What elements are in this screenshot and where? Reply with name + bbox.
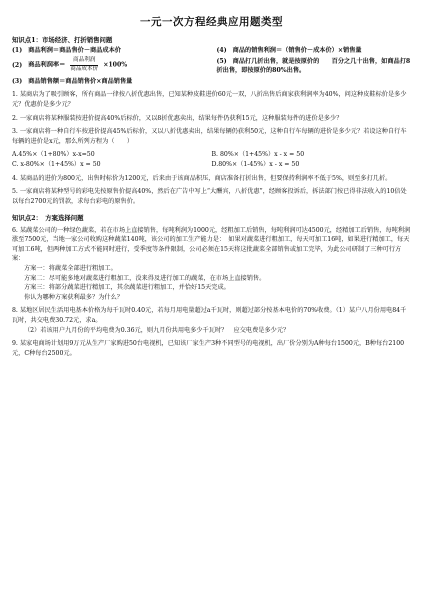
- fraction-numerator: 商品利润: [73, 57, 96, 64]
- option-a: A.45%×（1+80%）x-x=50: [12, 151, 95, 159]
- option-c: C. x-80%×（1+45%）x = 50: [12, 161, 101, 169]
- kp-4: [217, 47, 412, 55]
- kp-1: [12, 47, 207, 55]
- knowledge-points: [12, 47, 411, 86]
- kp-number: (5): [216, 58, 227, 66]
- problem-number: 1.: [12, 91, 18, 99]
- section-2-title: 知识点2： 方案选择问题: [12, 213, 84, 222]
- problem-number: 8.: [12, 307, 18, 315]
- kp-number: (4): [216, 47, 227, 54]
- kp-text: 商品的销售利润＝（销售价－成本价）×销售量: [232, 47, 362, 54]
- problem-number: 5.: [12, 188, 18, 196]
- kp-number: (3): [12, 78, 23, 86]
- kp-number: (2): [12, 61, 23, 69]
- plan-2: 方案二：尽可能多地对蔬菜进行粗加工，没来得及进行加工的蔬菜，在市场上直接销售。: [24, 274, 266, 282]
- plan-question: 你认为哪种方案获利最多？为什么？: [24, 293, 123, 301]
- kp-text: 商品利润＝商品售价－商品成本价: [28, 47, 121, 54]
- problem-9: [12, 339, 411, 358]
- problem-number: 3.: [12, 128, 18, 136]
- problem-text: 某蔬菜公司的一种绿色蔬菜，若在市场上直接销售，每吨利润为1000元，经粗加工后销售，每吨利润可达4500元，经精加工后销售，每吨利润涨至7500元，当地一家公司收购这种蔬菜140吨，该公司的加工生产能力是： 如果对蔬菜进行粗加工，每天可加工16吨，如果进行精加工，每天可加工6吨，但两种加工方式不能同时进行，受季度等条件限制，公司必须在15天将这批蔬菜全部销售或加工完毕，为此公司研制了三种可行方案：: [12, 226, 411, 263]
- problem-text: 某家电商场计划用9万元从生产厂家购进50台电视机，已知该厂家生产3种不同型号的电视机，出厂价分别为A种每台1500元，B种每台2100元，C种每台2500元。: [12, 340, 405, 357]
- plan-3: 方案三：将部分蔬菜进行精加工，其余蔬菜进行粗加工，并恰好15天完成。: [24, 284, 230, 292]
- problem-number: 9.: [12, 340, 18, 348]
- problem-2: [12, 114, 411, 124]
- kp-text: 商品销售额＝商品销售价×商品销售量: [28, 78, 133, 86]
- problem-3: [12, 127, 411, 146]
- problem-1: [12, 90, 411, 109]
- problem-text: 某地区居民生活用电基本价格为每千瓦时0.40元，若每月用电量超过a千瓦时，则超过部分按基本电价的70%收费。（1）某户八月份用电84千瓦时，共交电费30.72元，求a。: [12, 307, 407, 325]
- plan-1: 方案一：将蔬菜全部进行粗加工。: [24, 264, 117, 272]
- page-title: 一元一次方程经典应用题类型: [140, 16, 283, 28]
- problem-3-options: [12, 150, 411, 169]
- problem-text: 一家商店将某种型号的彩电先按原售价提高40%，然后在广告中写上“大酬宾，八折优惠”，经顾客投诉后，拆法部门按已得非法收入的10倍处以每台2700元的罚款，求每台彩电的原售价。: [12, 188, 407, 205]
- option-b: B. 80%×（1+45%）x - x = 50: [211, 151, 305, 159]
- fraction: [70, 58, 98, 72]
- fraction-denominator: 商品成本价: [70, 65, 99, 72]
- problem-number: 4.: [12, 174, 18, 182]
- kp-text: 商品打几折出售，就是按原价的 百分之几十出售，如商品打8折出售，即按原价的80%出售。: [216, 58, 411, 74]
- kp-text-after: ×100%: [103, 61, 128, 69]
- option-d: D.80%×（1-45%）x - x = 50: [211, 161, 300, 169]
- kp-2: [12, 58, 207, 75]
- problem-number: 2.: [12, 114, 18, 122]
- problem-text: 某商店为了吸引顾客，所有商品一律按八折优惠出售，已知某种皮鞋进价60元一双，八折出售后商家获利润率为40%，问这种皮鞋标价是多少元？优惠价是多少元？: [12, 91, 407, 109]
- kp-5: [217, 58, 412, 75]
- kp-text-before: 商品利润率＝: [28, 61, 66, 69]
- kp-number: (1): [12, 47, 23, 54]
- section-1-title: 知识点1：市场经济、打折销售问题: [12, 36, 113, 44]
- problem-4: [12, 174, 411, 184]
- problem-8: [12, 306, 411, 335]
- problem-text: 一家商店将某种服装按进价提高40%后标价，又以8折优惠卖出，结果每件仍获利15元，这种服装每件的进价是多少？: [19, 114, 343, 122]
- problem-6: [12, 226, 411, 303]
- problem-5: [12, 187, 411, 206]
- problem-text: 某商品的进价为800元，出售时标价为1200元，后来由于该商品积压，商店准备打折出售，但要保持利润率不低于5%，则至多打几折。: [19, 174, 392, 182]
- kp-3: [12, 78, 207, 86]
- problem-number: 6.: [12, 226, 18, 234]
- problem-8-part-2: （2）若该用户九月份的平均电费为0.36元，则九月份共用电多少千瓦时？ 应交电费是多少元？: [24, 326, 290, 334]
- problem-text: 一家商店将一种自行车按进价提高45%后标价，又以八折优惠卖出，结果每辆仍获利50元，这种自行车每辆的进价是多少元？若设这种自行车每辆的进价是x元，那么所列方程为（ ）: [12, 128, 407, 145]
